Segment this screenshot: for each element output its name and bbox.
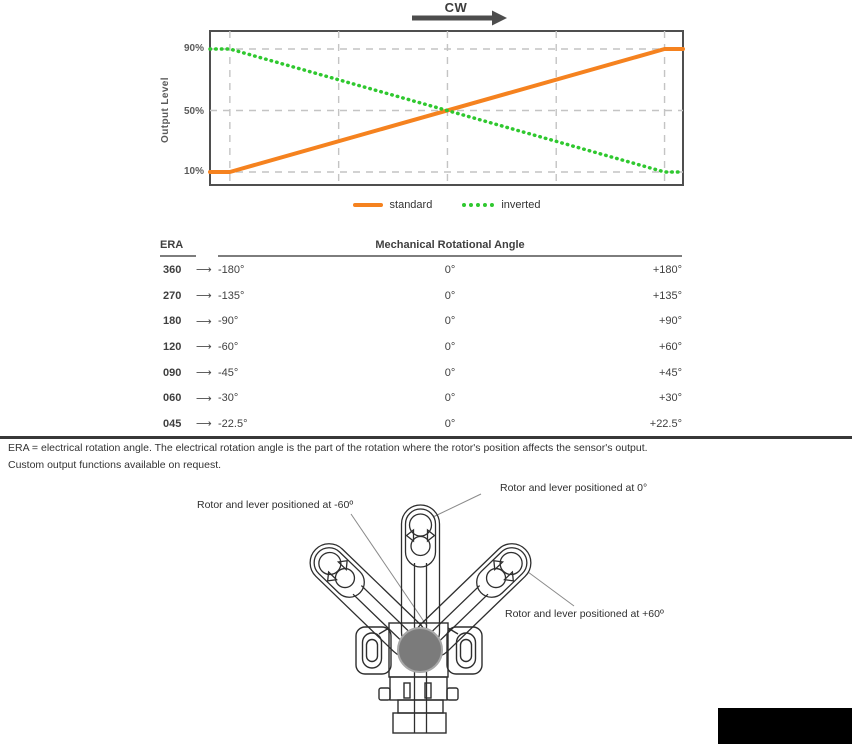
legend-label-standard: standard bbox=[389, 199, 433, 211]
era-table bbox=[160, 236, 682, 437]
legend-item-inverted bbox=[462, 199, 540, 211]
ytick-50: 50% bbox=[183, 106, 204, 117]
era-column-header: ERA bbox=[160, 239, 196, 257]
angle-mid: 0° bbox=[444, 392, 456, 405]
connector bbox=[379, 677, 458, 733]
era-value: 270 bbox=[163, 289, 182, 302]
angle-min: -180° bbox=[218, 263, 245, 276]
leader-lines bbox=[351, 494, 574, 626]
plot-border bbox=[210, 31, 683, 185]
rotor-lever-diagram bbox=[0, 470, 852, 744]
y-axis-label: Output Level bbox=[160, 77, 171, 143]
angle-mid: 0° bbox=[444, 263, 456, 276]
angle-max: +180° bbox=[652, 263, 682, 276]
mounting-ear-left bbox=[356, 627, 391, 674]
maps-to-arrow-icon: ⟶ bbox=[196, 392, 212, 405]
era-value: 045 bbox=[163, 417, 182, 430]
table-row bbox=[160, 257, 682, 283]
angle-min: -135° bbox=[218, 289, 245, 302]
standard-line-swatch bbox=[353, 203, 383, 207]
maps-to-arrow-icon: ⟶ bbox=[196, 418, 212, 431]
cw-arrow-icon bbox=[412, 11, 507, 26]
leader-line-pos60 bbox=[528, 572, 574, 606]
angle-max: +30° bbox=[658, 392, 682, 405]
maps-to-arrow-icon: ⟶ bbox=[196, 341, 212, 354]
angle-column-header: Mechanical Rotational Angle bbox=[218, 239, 682, 257]
angle-max: +22.5° bbox=[649, 417, 682, 430]
era-value: 060 bbox=[163, 392, 182, 405]
angle-min: -45° bbox=[218, 366, 239, 379]
angle-mid: 0° bbox=[444, 417, 456, 430]
angle-max: +60° bbox=[658, 340, 682, 353]
angle-min: -90° bbox=[218, 315, 239, 328]
table-row bbox=[160, 334, 682, 360]
cw-direction-label: CW bbox=[444, 0, 468, 15]
ytick-90: 90% bbox=[183, 43, 204, 54]
legend-label-inverted: inverted bbox=[501, 199, 541, 211]
era-table-body bbox=[160, 257, 682, 437]
table-row bbox=[160, 385, 682, 411]
label-lever-pos60: Rotor and lever positioned at +60º bbox=[505, 608, 664, 620]
custom-output-note: Custom output functions available on request. bbox=[8, 459, 222, 471]
maps-to-arrow-icon: ⟶ bbox=[196, 367, 212, 380]
leader-line-neg60 bbox=[351, 514, 427, 626]
output-level-chart bbox=[0, 0, 852, 230]
angle-mid: 0° bbox=[444, 366, 456, 379]
rotor-shaft bbox=[398, 628, 442, 672]
footer-black-box bbox=[718, 708, 852, 744]
legend-item-standard bbox=[353, 199, 433, 211]
era-value: 360 bbox=[163, 263, 182, 276]
angle-mid: 0° bbox=[444, 340, 456, 353]
connector-pin bbox=[404, 683, 410, 698]
chart-legend bbox=[210, 199, 683, 211]
angle-max: +90° bbox=[658, 315, 682, 328]
table-row bbox=[160, 360, 682, 386]
inverted-line-swatch bbox=[462, 203, 494, 207]
ytick-10: 10% bbox=[183, 166, 204, 177]
table-row bbox=[160, 308, 682, 334]
angle-mid: 0° bbox=[444, 315, 456, 328]
leader-line-0deg bbox=[433, 494, 481, 517]
era-value: 090 bbox=[163, 366, 182, 379]
label-lever-0deg: Rotor and lever positioned at 0° bbox=[500, 482, 648, 494]
lever-0deg bbox=[402, 505, 440, 733]
maps-to-arrow-icon: ⟶ bbox=[196, 290, 212, 303]
section-divider bbox=[0, 436, 852, 439]
label-lever-neg60: Rotor and lever positioned at -60º bbox=[197, 499, 354, 511]
maps-to-arrow-icon: ⟶ bbox=[196, 264, 212, 277]
table-row bbox=[160, 411, 682, 437]
angle-max: +135° bbox=[652, 289, 682, 302]
angle-mid: 0° bbox=[444, 289, 456, 302]
table-row bbox=[160, 283, 682, 309]
maps-to-arrow-icon: ⟶ bbox=[196, 315, 212, 328]
era-value: 180 bbox=[163, 315, 182, 328]
angle-min: -60° bbox=[218, 340, 239, 353]
era-definition-note: ERA = electrical rotation angle. The electrical rotation angle is the part of the rotation where the rotor's position affects the sensor's output. bbox=[8, 442, 648, 454]
era-value: 120 bbox=[163, 340, 182, 353]
angle-min: -30° bbox=[218, 392, 239, 405]
angle-max: +45° bbox=[658, 366, 682, 379]
era-table-header bbox=[160, 236, 682, 257]
angle-min: -22.5° bbox=[218, 417, 248, 430]
